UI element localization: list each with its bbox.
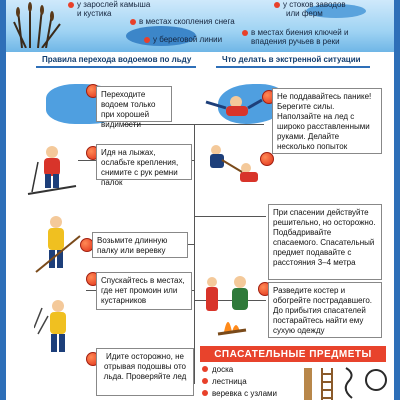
banner-tag-cont: или ферм — [286, 9, 323, 18]
rescue-item: лестница — [202, 376, 277, 388]
rule-box: Спускайтесь в местах, где нет промоин или кустарников — [96, 272, 192, 310]
rescue-tools-icon — [302, 364, 390, 400]
left-section-title: Правила перехода водоемов по льду — [42, 55, 192, 64]
banner-tag: в местах биения ключей и — [242, 28, 348, 37]
ice-banner — [6, 0, 394, 52]
poster — [6, 0, 394, 400]
rescue-items-title: СПАСАТЕЛЬНЫЕ ПРЕДМЕТЫ — [200, 346, 386, 362]
banner-tag: у зарослей камыша — [68, 0, 150, 9]
banner-tag: у стоков заводов — [274, 0, 346, 9]
rescue-items-list — [202, 364, 277, 400]
rescue-item: веревка с узлами — [202, 388, 277, 400]
emergency-box: При спасении действуйте решительно, но осторожно. Подбадривайте спасаемого. Спасательный предмет подавайте с расстояния 3–4 метра — [268, 204, 382, 280]
emergency-box: Не поддавайтесь панике! Берегите силы. Наползайте на лед с широко расставленными руками. Делайте несколько попыток — [272, 88, 382, 154]
connector-line — [194, 216, 266, 217]
rescue-item: доска — [202, 364, 277, 376]
banner-tag: в местах скопления снега — [130, 17, 235, 26]
right-section-title: Что делать в экстренной ситуации — [222, 55, 361, 64]
person-descending-figure — [34, 298, 84, 358]
left-title-underline — [36, 66, 196, 68]
connector-line — [194, 124, 195, 384]
rule-box: Идя на лыжах, ослабьте крепления, снимите с рук ремни палок — [96, 144, 192, 180]
rescue-figure — [202, 138, 272, 192]
rule-box: Переходите водоем только при хорошей видимости — [96, 86, 172, 122]
person-with-stick-figure — [34, 214, 84, 274]
rule-box: Идите осторожно, не отрывая подошвы ото льда. Проверяйте лед — [96, 348, 194, 396]
emergency-box: Разведите костер и обогрейте пострадавшего. До прибытия спасателей постарайтесь найти ему сухую одежду — [268, 282, 382, 338]
person-in-water-figure — [196, 88, 266, 128]
banner-tag-cont: впадения ручьев в реки — [251, 37, 340, 46]
skier-figure — [24, 142, 80, 198]
campfire-figure — [202, 268, 262, 338]
right-title-underline — [216, 66, 370, 68]
reeds-icon — [12, 2, 66, 48]
banner-tag-cont: и кустика — [77, 9, 112, 18]
rule-box: Возьмите длинную палку или веревку — [92, 232, 188, 258]
banner-tag: у береговой линии — [144, 35, 222, 44]
